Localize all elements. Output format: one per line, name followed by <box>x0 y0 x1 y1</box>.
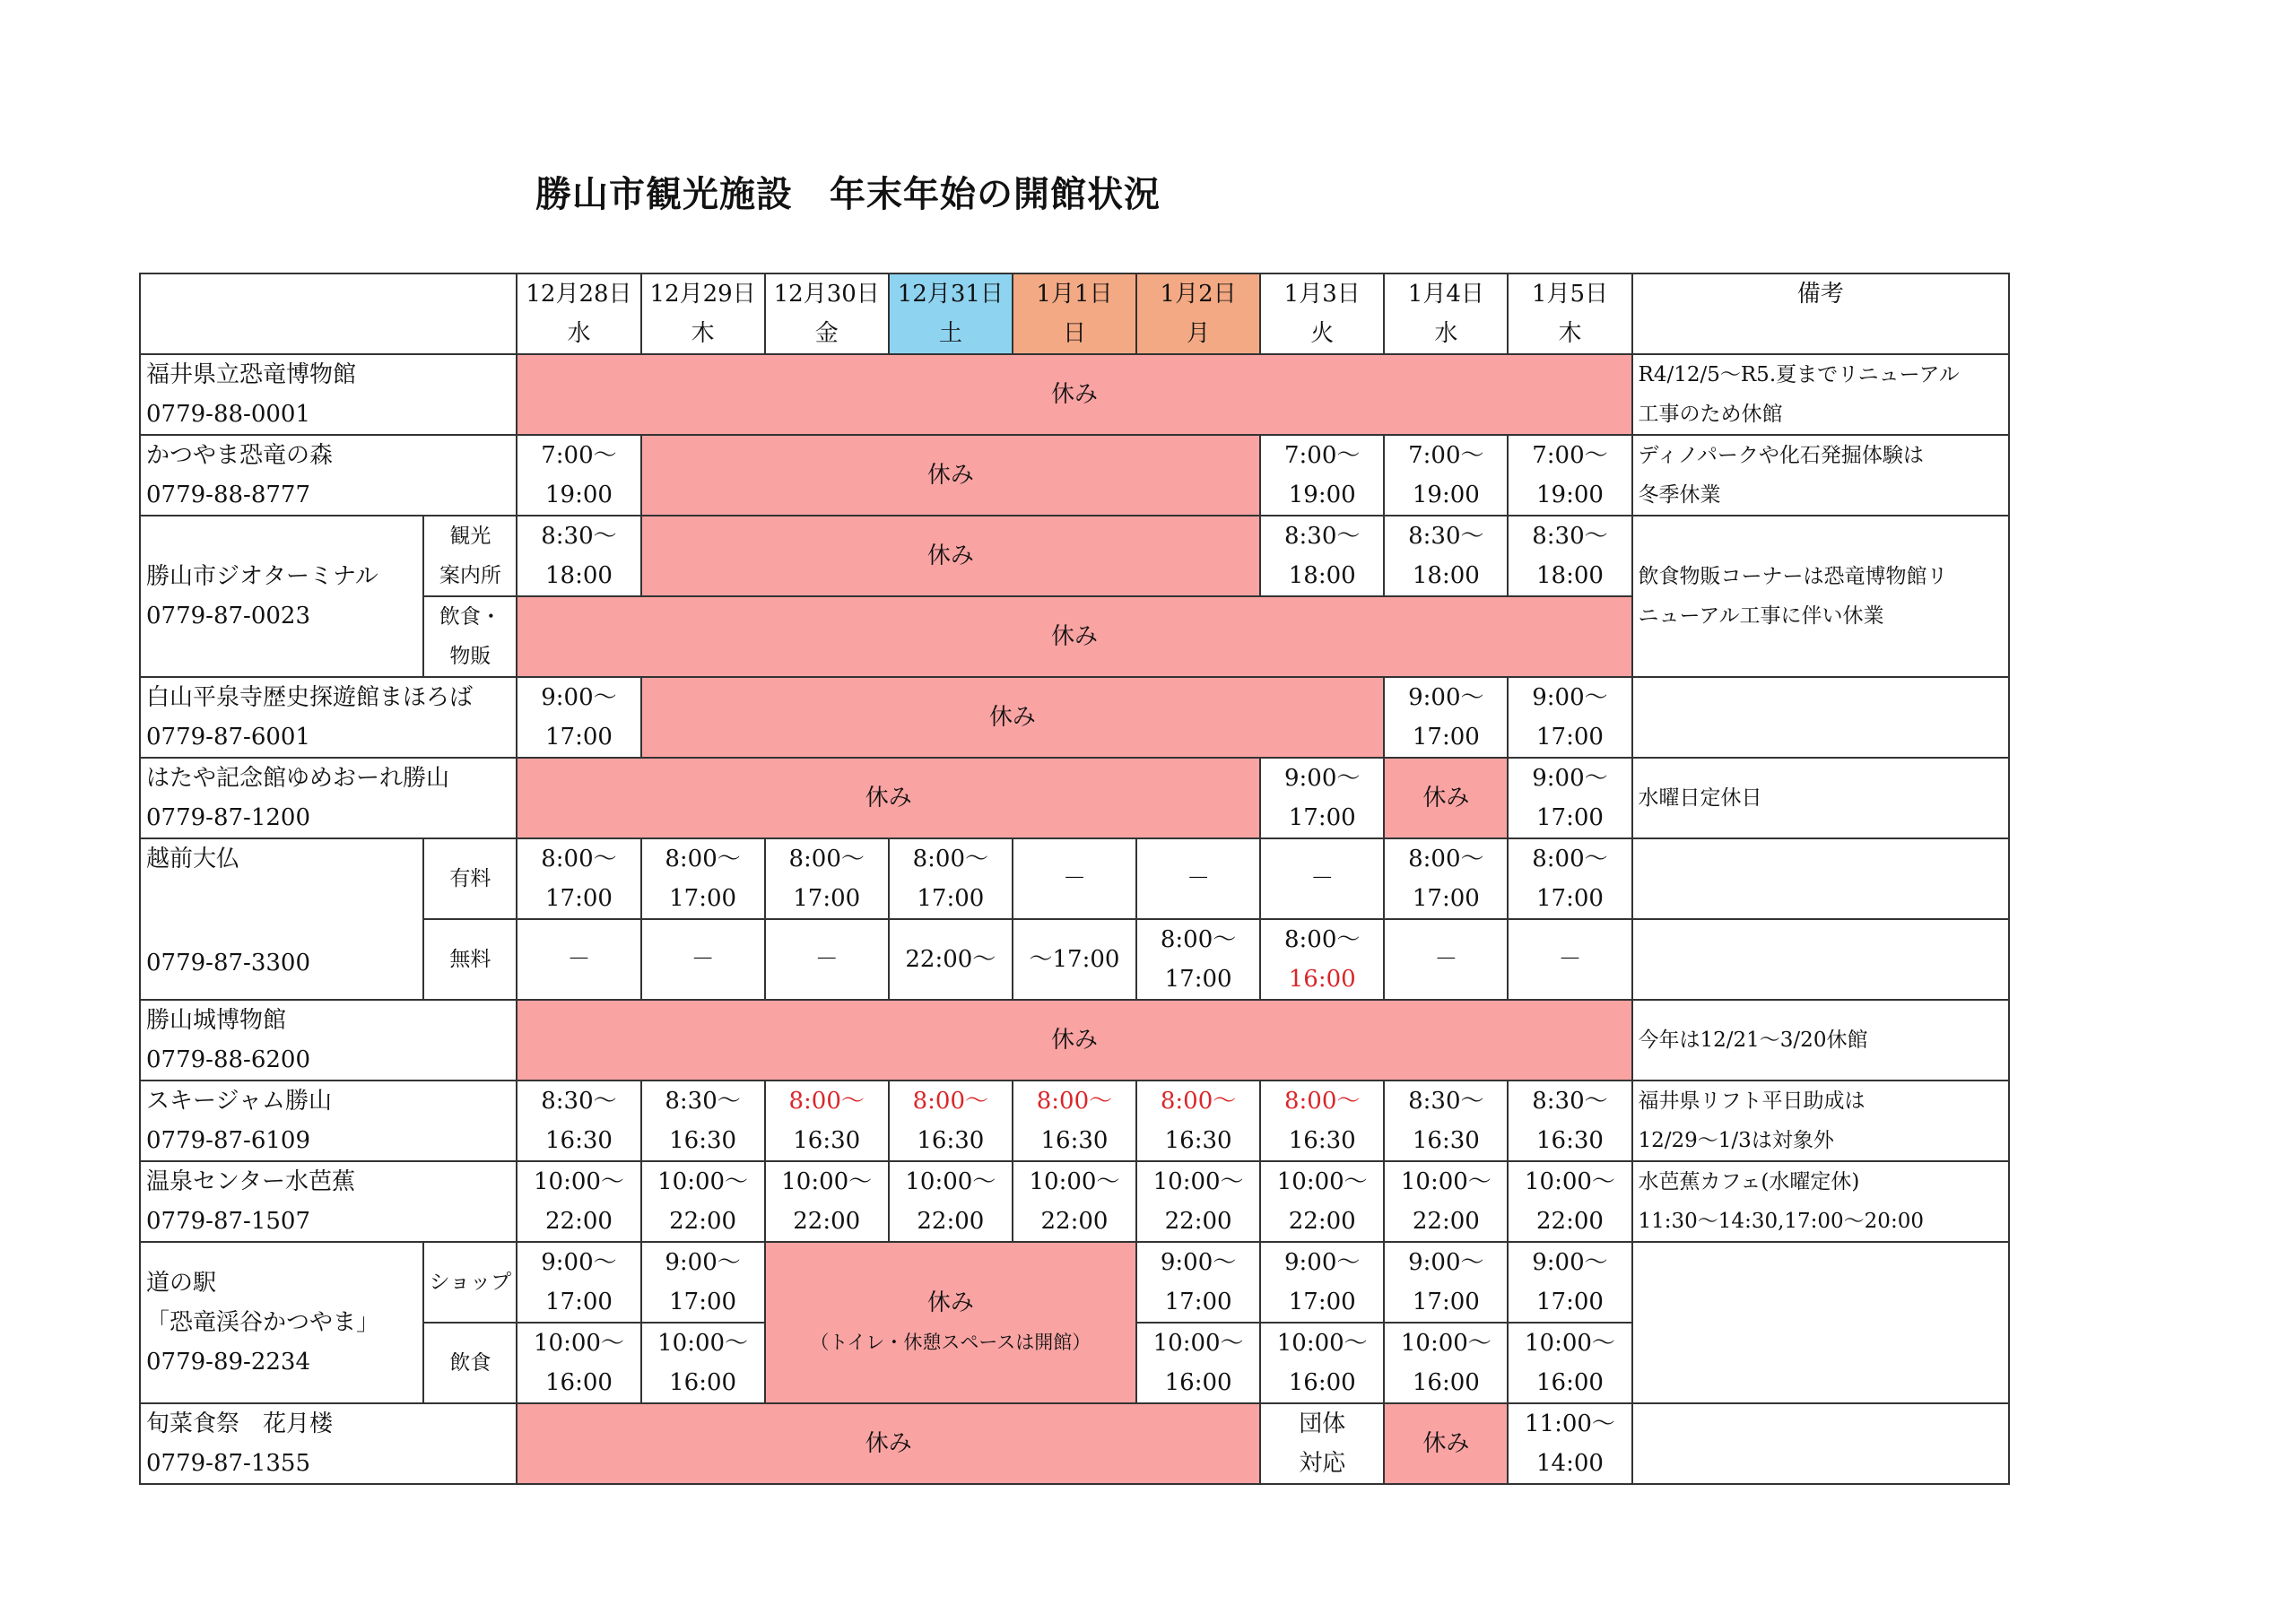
close-time: 17:00 <box>1288 804 1356 831</box>
table-row <box>140 435 2009 516</box>
header-weekday: 金 <box>814 320 839 347</box>
hours-cell <box>1384 1242 1508 1323</box>
hours-cell <box>1260 758 1384 838</box>
header-day <box>517 273 640 354</box>
close-time: 19:00 <box>1288 482 1356 508</box>
hours-cell <box>1260 435 1384 516</box>
hours-cell <box>517 435 640 516</box>
page-title: 勝山市観光施設 年末年始の開館状況 <box>535 174 1161 215</box>
close-time: 16:00 <box>544 1369 613 1396</box>
hours-cell <box>1136 1242 1260 1323</box>
note-line: 冬季休業 <box>1638 483 1721 507</box>
close-time: 16:00 <box>1412 1369 1480 1396</box>
open-time: 7:00～ <box>1284 442 1361 469</box>
header-date: 12月29日 <box>649 281 756 308</box>
open-time: 8:30～ <box>1532 1088 1608 1115</box>
header-date: 12月31日 <box>897 281 1004 308</box>
hours-cell <box>1384 1323 1508 1403</box>
close-time: 16:00 <box>669 1369 737 1396</box>
close-time: 16:30 <box>1164 1127 1232 1154</box>
facility-name: 勝山市ジオターミナル <box>146 563 378 590</box>
note-line: R4/12/5～R5.夏までリニューアル <box>1638 363 1960 386</box>
open-time-highlight: 8:00～ <box>912 1088 989 1115</box>
open-time: 10:00～ <box>1400 1330 1492 1357</box>
closed-cell: 休み <box>1384 1403 1508 1484</box>
open-time: 9:00～ <box>1408 1249 1484 1276</box>
facility-phone: 0779-87-1355 <box>146 1450 310 1477</box>
dash-cell: － <box>1013 838 1136 919</box>
facility-cell <box>140 838 423 1000</box>
note-cell: 今年は12/21～3/20休館 <box>1632 1000 2009 1081</box>
open-time: 8:00～ <box>1532 846 1608 872</box>
facility-name: 温泉センター水芭蕉 <box>146 1168 355 1195</box>
note-line: ディノパークや化石発掘体験は <box>1638 444 1924 467</box>
open-time: 10:00～ <box>1029 1168 1120 1195</box>
header-date: 1月1日 <box>1036 281 1113 308</box>
hours-cell <box>517 516 640 596</box>
group-line: 団体 <box>1299 1410 1346 1437</box>
open-time: 8:30～ <box>1284 523 1361 550</box>
open-time: 9:00～ <box>541 684 617 711</box>
close-time-highlight: 16:00 <box>1288 966 1356 993</box>
close-time: 17:00 <box>544 885 613 912</box>
hours-cell: ～17:00 <box>1013 919 1136 1000</box>
open-time: 11:00～ <box>1524 1410 1615 1437</box>
facility-name: 「恐竜渓谷かつやま」 <box>146 1309 380 1336</box>
close-time: 17:00 <box>1412 724 1480 751</box>
close-time: 22:00 <box>793 1208 861 1235</box>
header-date: 12月28日 <box>526 281 632 308</box>
note-cell <box>1632 919 2009 1000</box>
table-row <box>140 354 2009 435</box>
hours-cell <box>1508 1403 1631 1484</box>
close-time: 17:00 <box>669 1289 737 1315</box>
open-time: 9:00～ <box>1532 684 1608 711</box>
close-time: 17:00 <box>917 885 985 912</box>
hours-cell <box>641 1081 765 1161</box>
close-time: 17:00 <box>1412 1289 1480 1315</box>
header-day-saturday <box>889 273 1013 354</box>
hours-cell <box>1260 1323 1384 1403</box>
close-time: 17:00 <box>544 1289 613 1315</box>
sub-label-free: 無料 <box>423 919 517 1000</box>
open-time: 10:00～ <box>1276 1330 1368 1357</box>
close-time: 16:30 <box>1288 1127 1356 1154</box>
open-time: 8:00～ <box>1408 846 1484 872</box>
hours-cell <box>517 1323 640 1403</box>
group-cell <box>1260 1403 1384 1484</box>
close-time: 22:00 <box>669 1208 737 1235</box>
hours-cell <box>1384 677 1508 758</box>
open-time: 9:00～ <box>1160 1249 1237 1276</box>
closed-cell <box>765 1242 1136 1403</box>
dash-cell: － <box>1384 919 1508 1000</box>
close-time: 16:00 <box>1288 1369 1356 1396</box>
note-cell <box>1632 1403 2009 1484</box>
close-time: 16:30 <box>793 1127 861 1154</box>
hours-cell <box>1384 516 1508 596</box>
table-row <box>140 758 2009 838</box>
note-line: 工事のため休館 <box>1638 403 1783 426</box>
hours-cell <box>1260 1081 1384 1161</box>
facility-name: 越前大仏 <box>146 846 240 872</box>
open-time-highlight: 8:00～ <box>1284 1088 1361 1115</box>
facility-name: かつやま恐竜の森 <box>146 442 334 469</box>
hours-cell: 22:00～ <box>889 919 1013 1000</box>
hours-cell <box>1384 838 1508 919</box>
hours-cell <box>1508 758 1631 838</box>
dash-cell: － <box>765 919 889 1000</box>
sub-label-shop: ショップ <box>423 1242 517 1323</box>
hours-cell <box>1260 919 1384 1000</box>
header-remarks: 備考 <box>1632 273 2009 354</box>
hours-cell <box>1384 435 1508 516</box>
close-time: 17:00 <box>1288 1289 1356 1315</box>
open-time: 9:00～ <box>541 1249 617 1276</box>
open-time: 10:00～ <box>781 1168 873 1195</box>
closed-cell: 休み <box>641 435 1261 516</box>
hours-cell <box>1136 1081 1260 1161</box>
close-time: 16:30 <box>1412 1127 1480 1154</box>
hours-cell <box>641 1242 765 1323</box>
header-weekday: 木 <box>1558 320 1582 347</box>
facility-name: 福井県立恐竜博物館 <box>146 361 357 388</box>
table-row <box>140 1161 2009 1242</box>
sub-label <box>423 596 517 677</box>
closed-cell: 休み <box>517 596 1631 677</box>
facility-phone: 0779-87-1200 <box>146 804 310 831</box>
open-time-highlight: 8:00～ <box>1160 1088 1237 1115</box>
facility-cell <box>140 1161 517 1242</box>
hours-cell <box>517 1081 640 1161</box>
close-time: 14:00 <box>1535 1450 1604 1477</box>
close-time: 17:00 <box>669 885 737 912</box>
closed-cell: 休み <box>641 516 1261 596</box>
facility-name: 白山平泉寺歴史探遊館まほろば <box>146 684 474 711</box>
hours-cell <box>1136 1323 1260 1403</box>
close-time: 17:00 <box>793 885 861 912</box>
facility-name: 道の駅 <box>146 1270 217 1297</box>
close-time: 16:30 <box>917 1127 985 1154</box>
facility-cell <box>140 1242 423 1403</box>
closed-cell: 休み <box>517 354 1631 435</box>
table-row <box>140 1081 2009 1161</box>
close-time: 17:00 <box>1535 885 1604 912</box>
facility-cell <box>140 516 423 677</box>
facility-name: 勝山城博物館 <box>146 1007 287 1034</box>
note-line: 福井県リフト平日助成は <box>1638 1089 1866 1113</box>
hours-cell <box>1508 1161 1631 1242</box>
header-date: 1月4日 <box>1407 281 1484 308</box>
facility-phone: 0779-87-6109 <box>146 1127 310 1154</box>
facility-cell <box>140 435 517 516</box>
note-line: 12/29～1/3は対象外 <box>1638 1129 1834 1152</box>
open-time-highlight: 8:00～ <box>788 1088 865 1115</box>
open-time: 10:00～ <box>533 1168 624 1195</box>
note-cell <box>1632 1081 2009 1161</box>
close-time: 19:00 <box>1535 482 1604 508</box>
note-cell <box>1632 516 2009 677</box>
sub-label-line: 飲食・ <box>439 605 501 629</box>
open-time: 8:30～ <box>1408 523 1484 550</box>
closed-cell: 休み <box>1384 758 1508 838</box>
close-time: 16:30 <box>1040 1127 1109 1154</box>
close-time: 17:00 <box>1164 1289 1232 1315</box>
hours-cell <box>1013 1161 1136 1242</box>
facility-cell <box>140 1081 517 1161</box>
hours-cell <box>641 1161 765 1242</box>
facility-name: はたや記念館ゆめおーれ勝山 <box>146 765 450 792</box>
hours-cell <box>1260 516 1384 596</box>
open-time: 7:00～ <box>1532 442 1608 469</box>
close-time: 17:00 <box>1535 724 1604 751</box>
close-time: 17:00 <box>1164 966 1232 993</box>
hours-cell <box>889 1081 1013 1161</box>
hours-cell <box>517 838 640 919</box>
open-time: 8:00～ <box>912 846 989 872</box>
header-day-holiday <box>1136 273 1260 354</box>
sub-label-food: 飲食 <box>423 1323 517 1403</box>
facility-phone: 0779-89-2234 <box>146 1349 310 1376</box>
hours-cell <box>517 1161 640 1242</box>
closed-cell: 休み <box>641 677 1385 758</box>
open-time: 8:00～ <box>1160 926 1237 953</box>
close-time: 16:00 <box>1535 1369 1604 1396</box>
open-time: 8:30～ <box>1532 523 1608 550</box>
close-time: 17:00 <box>544 724 613 751</box>
hours-cell <box>889 838 1013 919</box>
close-time: 19:00 <box>1412 482 1480 508</box>
open-time: 9:00～ <box>1532 1249 1608 1276</box>
open-time: 9:00～ <box>1408 684 1484 711</box>
note-line: 11:30～14:30,17:00～20:00 <box>1638 1210 1924 1233</box>
facility-phone: 0779-88-8777 <box>146 482 310 508</box>
close-time: 18:00 <box>544 562 613 589</box>
facility-name: 旬菜食祭 花月楼 <box>146 1410 334 1437</box>
header-weekday: 土 <box>938 320 962 347</box>
close-time: 22:00 <box>1535 1208 1604 1235</box>
dash-cell: － <box>641 919 765 1000</box>
open-time: 10:00～ <box>905 1168 996 1195</box>
table-row <box>140 1000 2009 1081</box>
open-time-highlight: 8:00～ <box>1036 1088 1113 1115</box>
open-time: 8:30～ <box>1408 1088 1484 1115</box>
close-time: 22:00 <box>917 1208 985 1235</box>
table-row <box>140 838 2009 919</box>
header-day <box>1260 273 1384 354</box>
header-day <box>641 273 765 354</box>
close-time: 19:00 <box>544 482 613 508</box>
close-time: 18:00 <box>1288 562 1356 589</box>
close-time: 16:30 <box>544 1127 613 1154</box>
hours-cell <box>1508 516 1631 596</box>
facility-phone: 0779-88-6200 <box>146 1046 310 1073</box>
facility-name: スキージャム勝山 <box>146 1088 332 1115</box>
open-time: 10:00～ <box>657 1168 749 1195</box>
header-weekday: 日 <box>1062 320 1086 347</box>
header-day <box>765 273 889 354</box>
hours-cell <box>1013 1081 1136 1161</box>
open-time: 8:30～ <box>665 1088 741 1115</box>
hours-cell <box>1384 1081 1508 1161</box>
open-time: 8:00～ <box>541 846 617 872</box>
close-time: 16:30 <box>669 1127 737 1154</box>
note-cell <box>1632 838 2009 919</box>
hours-cell <box>1508 1242 1631 1323</box>
open-time: 10:00～ <box>1152 1168 1244 1195</box>
sub-label-paid: 有料 <box>423 838 517 919</box>
closed-cell: 休み <box>517 758 1260 838</box>
open-time: 8:30～ <box>541 1088 617 1115</box>
open-time: 9:00～ <box>1532 765 1608 792</box>
open-time: 10:00～ <box>657 1330 749 1357</box>
dash-cell: － <box>1508 919 1631 1000</box>
table-row <box>140 516 2009 596</box>
open-time: 10:00～ <box>1276 1168 1368 1195</box>
facility-phone: 0779-87-0023 <box>146 603 310 629</box>
facility-phone: 0779-87-1507 <box>146 1208 310 1235</box>
open-time: 10:00～ <box>1524 1168 1615 1195</box>
open-time: 9:00～ <box>1284 765 1361 792</box>
closed-note: （トイレ・休憩スペースは開館） <box>810 1332 1091 1353</box>
hours-cell <box>1136 1161 1260 1242</box>
open-time: 10:00～ <box>1400 1168 1492 1195</box>
open-time: 8:00～ <box>788 846 865 872</box>
close-time: 16:00 <box>1164 1369 1232 1396</box>
close-time: 17:00 <box>1535 1289 1604 1315</box>
hours-cell <box>765 1081 889 1161</box>
close-time: 18:00 <box>1412 562 1480 589</box>
hours-cell <box>889 1161 1013 1242</box>
header-weekday: 火 <box>1310 320 1335 347</box>
sub-label <box>423 516 517 596</box>
table-row <box>140 677 2009 758</box>
hours-cell <box>641 1323 765 1403</box>
open-time: 10:00～ <box>1524 1330 1615 1357</box>
close-time: 22:00 <box>1164 1208 1232 1235</box>
hours-cell <box>1260 1242 1384 1323</box>
open-time: 8:30～ <box>541 523 617 550</box>
note-line: 飲食物販コーナーは恐竜博物館リ <box>1638 565 1948 588</box>
open-time: 7:00～ <box>1408 442 1484 469</box>
hours-cell <box>517 1242 640 1323</box>
hours-cell <box>765 1161 889 1242</box>
hours-cell <box>1508 677 1631 758</box>
open-time: 9:00～ <box>665 1249 741 1276</box>
header-date: 1月2日 <box>1160 281 1237 308</box>
close-time: 22:00 <box>1040 1208 1109 1235</box>
sub-label-line: 観光 <box>449 525 491 548</box>
facility-phone: 0779-87-3300 <box>146 950 310 976</box>
facility-phone: 0779-87-6001 <box>146 724 310 751</box>
schedule-table <box>139 273 2010 1485</box>
close-time: 22:00 <box>1288 1208 1356 1235</box>
note-cell: 水曜日定休日 <box>1632 758 2009 838</box>
open-time: 8:00～ <box>665 846 741 872</box>
header-row <box>140 273 2009 354</box>
header-weekday: 木 <box>691 320 715 347</box>
note-cell <box>1632 677 2009 758</box>
open-time: 10:00～ <box>533 1330 624 1357</box>
hours-cell <box>1508 838 1631 919</box>
table-row <box>140 1242 2009 1323</box>
hours-cell <box>1260 1161 1384 1242</box>
open-time: 10:00～ <box>1152 1330 1244 1357</box>
header-date: 12月30日 <box>773 281 880 308</box>
close-time: 16:30 <box>1535 1127 1604 1154</box>
header-day <box>1508 273 1631 354</box>
close-time: 22:00 <box>544 1208 613 1235</box>
hours-cell <box>641 838 765 919</box>
header-date: 1月3日 <box>1283 281 1361 308</box>
note-line: 水芭蕉カフェ(水曜定休) <box>1638 1170 1860 1193</box>
group-line: 対応 <box>1299 1450 1346 1477</box>
facility-cell <box>140 758 517 838</box>
close-time: 17:00 <box>1535 804 1604 831</box>
hours-cell <box>1384 1161 1508 1242</box>
open-time: 9:00～ <box>1284 1249 1361 1276</box>
close-time: 17:00 <box>1412 885 1480 912</box>
open-time: 7:00～ <box>541 442 617 469</box>
sub-label-line: 案内所 <box>439 564 501 587</box>
header-weekday: 水 <box>567 320 591 347</box>
note-cell <box>1632 1161 2009 1242</box>
close-time: 18:00 <box>1535 562 1604 589</box>
note-cell <box>1632 435 2009 516</box>
facility-cell <box>140 1000 517 1081</box>
close-time: 22:00 <box>1412 1208 1480 1235</box>
closed-cell: 休み <box>517 1403 1260 1484</box>
hours-cell <box>1508 435 1631 516</box>
note-line: ニューアル工事に伴い休業 <box>1638 604 1884 628</box>
table-row <box>140 1403 2009 1484</box>
hours-cell <box>1508 1081 1631 1161</box>
open-time: 8:00～ <box>1284 926 1361 953</box>
closed-cell: 休み <box>517 1000 1631 1081</box>
closed-label: 休み <box>926 1289 974 1316</box>
facility-cell <box>140 354 517 435</box>
header-weekday: 水 <box>1434 320 1458 347</box>
facility-cell <box>140 677 517 758</box>
hours-cell <box>765 838 889 919</box>
sub-label-line: 物販 <box>449 645 491 668</box>
dash-cell: － <box>517 919 640 1000</box>
note-cell <box>1632 1242 2009 1403</box>
hours-cell <box>517 677 640 758</box>
note-cell <box>1632 354 2009 435</box>
header-day <box>1384 273 1508 354</box>
dash-cell: － <box>1136 838 1260 919</box>
header-date: 1月5日 <box>1531 281 1608 308</box>
hours-cell <box>1508 1323 1631 1403</box>
header-day-holiday <box>1013 273 1136 354</box>
dash-cell: － <box>1260 838 1384 919</box>
header-weekday: 月 <box>1187 320 1211 347</box>
hours-cell <box>1136 919 1260 1000</box>
facility-phone: 0779-88-0001 <box>146 401 310 428</box>
header-blank <box>140 273 517 354</box>
facility-cell <box>140 1403 517 1484</box>
